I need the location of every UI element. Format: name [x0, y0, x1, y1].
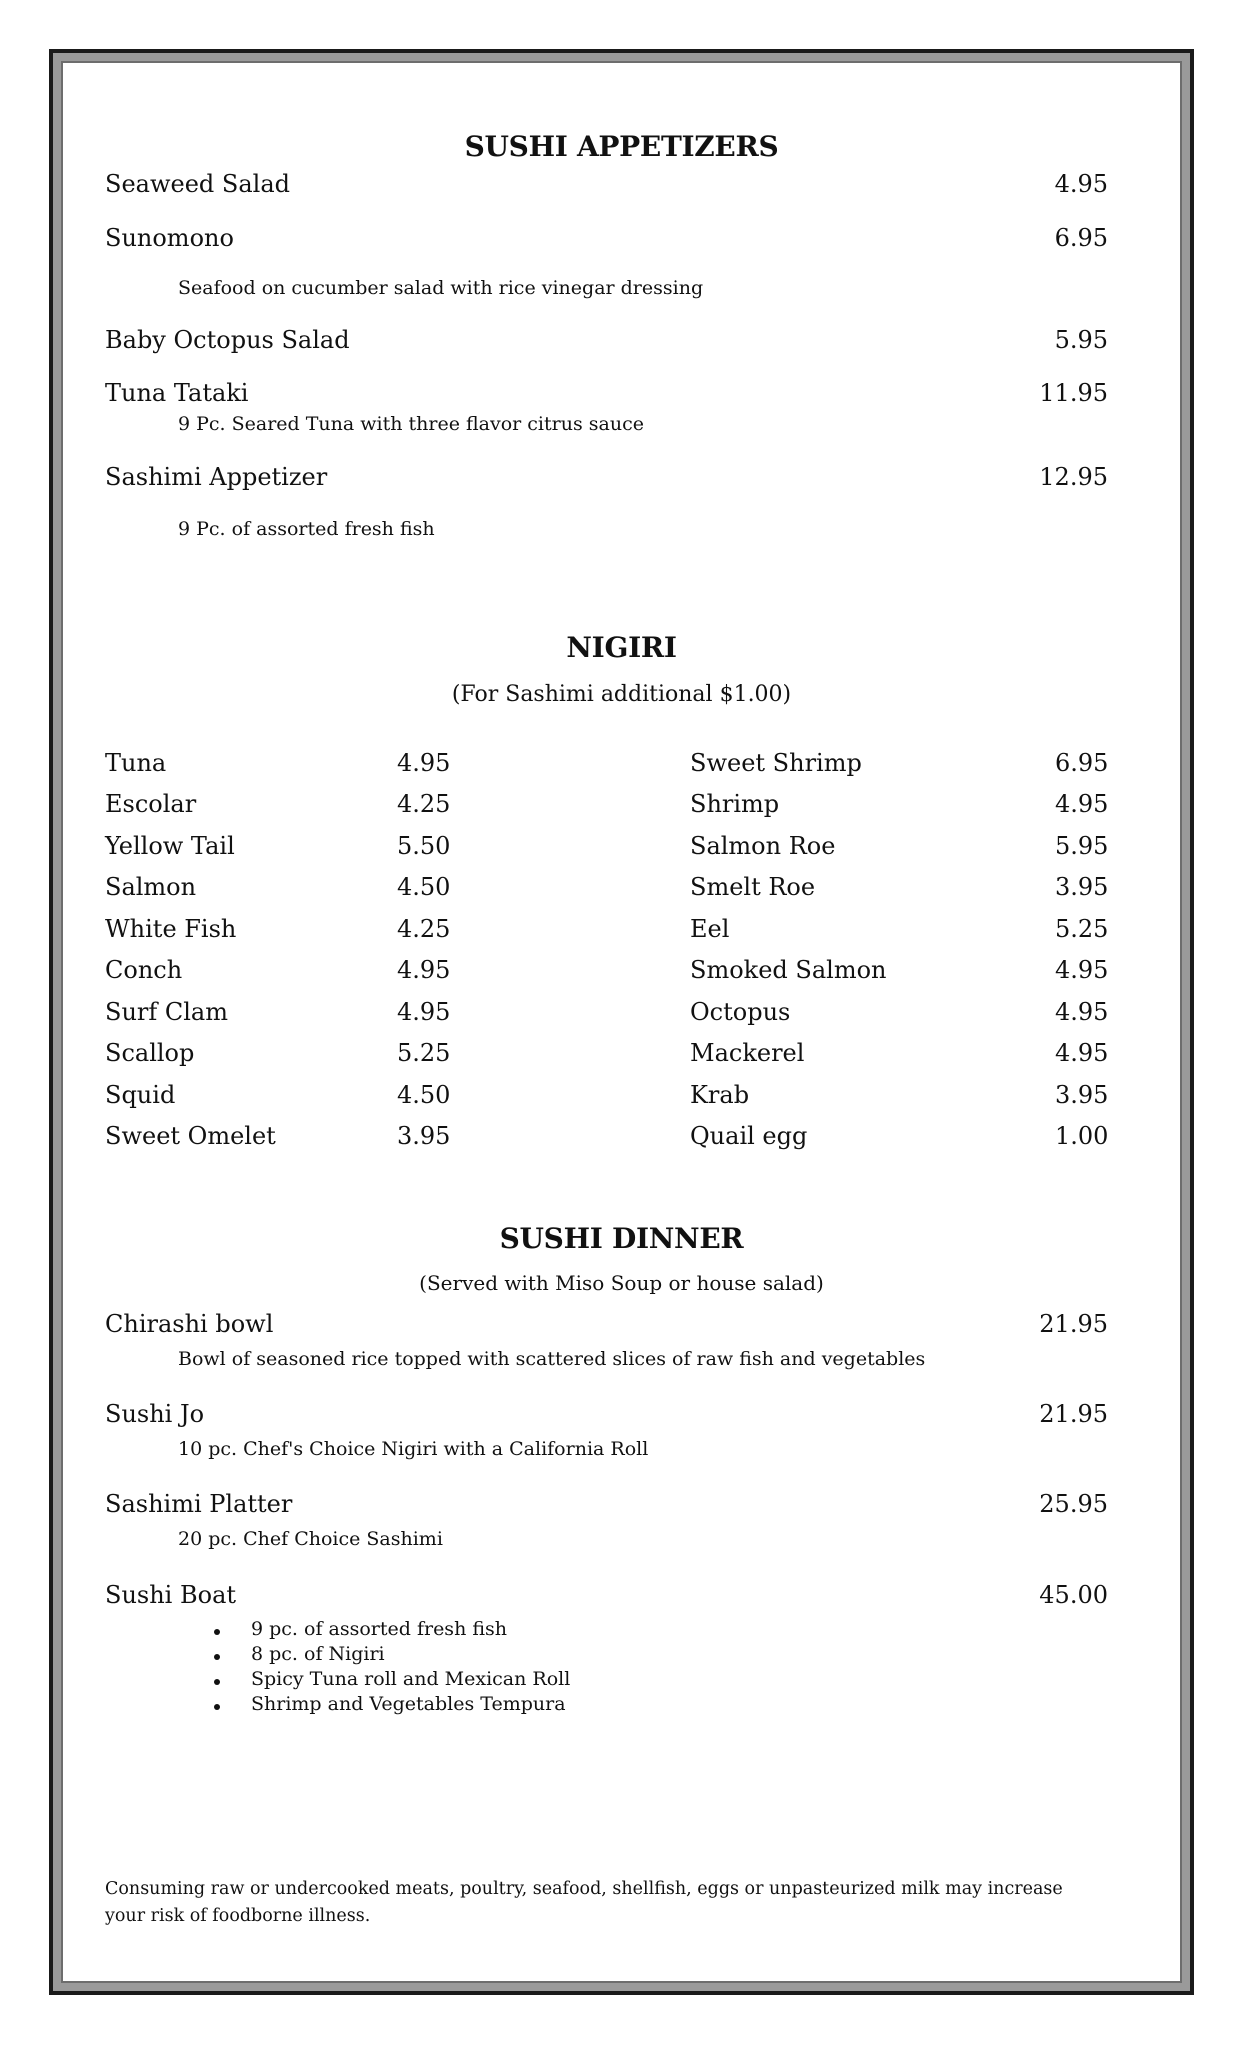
list-item: White Fish — [105, 915, 237, 943]
list-item-price: 6.95 — [1055, 749, 1109, 777]
list-item-price: 3.95 — [397, 1122, 451, 1150]
list-item: Shrimp and Vegetables Tempura — [251, 1693, 566, 1715]
list-item-price: 4.95 — [397, 998, 451, 1026]
list-item: Sweet Omelet — [105, 1122, 276, 1150]
menu-item-price: 12.95 — [1039, 463, 1108, 491]
dinner-subtitle: (Served with Miso Soup or house salad) — [419, 1271, 824, 1295]
list-item-price: 3.95 — [1055, 1081, 1109, 1109]
list-item-price: 4.50 — [397, 1081, 451, 1109]
list-item-price: 4.95 — [1055, 790, 1109, 818]
list-item: Yellow Tail — [105, 832, 235, 860]
menu-item-description: Seafood on cucumber salad with rice vinegar dressing — [178, 277, 704, 299]
list-item: Squid — [105, 1081, 176, 1109]
list-item-price: 5.95 — [1055, 832, 1109, 860]
list-item-price: 5.50 — [397, 832, 451, 860]
menu-item-name: Seaweed Salad — [105, 170, 290, 198]
raw-food-advisory: Consuming raw or undercooked meats, poultry, seafood, shellfish, eggs or unpasteurized milk may increase your risk of foodborne illness. — [105, 1879, 1063, 1926]
list-item-price: 4.25 — [397, 915, 451, 943]
list-item: Smelt Roe — [690, 873, 816, 901]
bullet-icon — [214, 1679, 220, 1685]
menu-item-name: Sashimi Platter — [105, 1490, 293, 1518]
list-item: Shrimp — [690, 790, 780, 818]
menu-item-name: Chirashi bowl — [105, 1310, 274, 1338]
menu-item-price: 21.95 — [1039, 1310, 1108, 1338]
list-item: 9 pc. of assorted fresh fish — [251, 1618, 507, 1640]
bullet-icon — [214, 1654, 220, 1660]
list-item-price: 1.00 — [1055, 1122, 1109, 1150]
list-item: Escolar — [105, 790, 197, 818]
menu-item-description: 9 Pc. Seared Tuna with three flavor citrus sauce — [178, 413, 644, 435]
list-item-price: 5.25 — [397, 1039, 451, 1067]
nigiri-title: NIGIRI — [566, 631, 677, 664]
menu-item-description: 9 Pc. of assorted fresh fish — [178, 518, 435, 540]
list-item: Salmon — [105, 873, 197, 901]
menu-item-name: Sunomono — [105, 224, 234, 252]
list-item-price: 4.95 — [1055, 998, 1109, 1026]
list-item-price: 5.25 — [1055, 915, 1109, 943]
bullet-icon — [214, 1629, 220, 1635]
list-item-price: 4.50 — [397, 873, 451, 901]
list-item-price: 4.25 — [397, 790, 451, 818]
menu-item-price: 5.95 — [1054, 326, 1108, 354]
list-item: Quail egg — [690, 1122, 808, 1150]
menu-item-price: 25.95 — [1039, 1490, 1108, 1518]
list-item: Conch — [105, 956, 183, 984]
menu-item-name: Sashimi Appetizer — [105, 463, 328, 491]
appetizers-title: SUSHI APPETIZERS — [464, 130, 779, 163]
list-item: 8 pc. of Nigiri — [251, 1643, 385, 1665]
menu-frame — [49, 49, 1194, 1995]
list-item: Scallop — [105, 1039, 195, 1067]
list-item: Tuna — [105, 749, 167, 777]
dinner-title: SUSHI DINNER — [499, 1222, 744, 1255]
list-item: Eel — [690, 915, 730, 943]
list-item: Sweet Shrimp — [690, 749, 862, 777]
menu-item-name: Sushi Jo — [105, 1400, 205, 1428]
list-item-price: 3.95 — [1055, 873, 1109, 901]
list-item-price: 4.95 — [1055, 1039, 1109, 1067]
menu-item-name: Sushi Boat — [105, 1581, 237, 1609]
list-item: Spicy Tuna roll and Mexican Roll — [251, 1668, 571, 1690]
menu-item-price: 6.95 — [1054, 224, 1108, 252]
menu-item-description: 20 pc. Chef Choice Sashimi — [178, 1528, 443, 1550]
menu-item-price: 45.00 — [1039, 1581, 1108, 1609]
nigiri-subtitle: (For Sashimi additional $1.00) — [451, 682, 792, 707]
menu-item-description: 10 pc. Chef's Choice Nigiri with a California Roll — [178, 1438, 649, 1460]
menu-item-description: Bowl of seasoned rice topped with scattered slices of raw fish and vegetables — [178, 1348, 926, 1370]
list-item-price: 4.95 — [397, 956, 451, 984]
menu-item-price: 11.95 — [1039, 379, 1108, 407]
list-item: Octopus — [690, 998, 791, 1026]
list-item: Smoked Salmon — [690, 956, 887, 984]
list-item: Surf Clam — [105, 998, 228, 1026]
list-item-price: 4.95 — [1055, 956, 1109, 984]
list-item: Krab — [690, 1081, 750, 1109]
bullet-icon — [214, 1704, 220, 1710]
list-item-price: 4.95 — [397, 749, 451, 777]
menu-item-price: 4.95 — [1054, 170, 1108, 198]
list-item: Salmon Roe — [690, 832, 836, 860]
list-item: Mackerel — [690, 1039, 805, 1067]
menu-item-name: Baby Octopus Salad — [105, 326, 350, 354]
menu-item-name: Tuna Tataki — [105, 379, 249, 407]
menu-item-price: 21.95 — [1039, 1400, 1108, 1428]
menu-page — [61, 61, 1182, 1983]
